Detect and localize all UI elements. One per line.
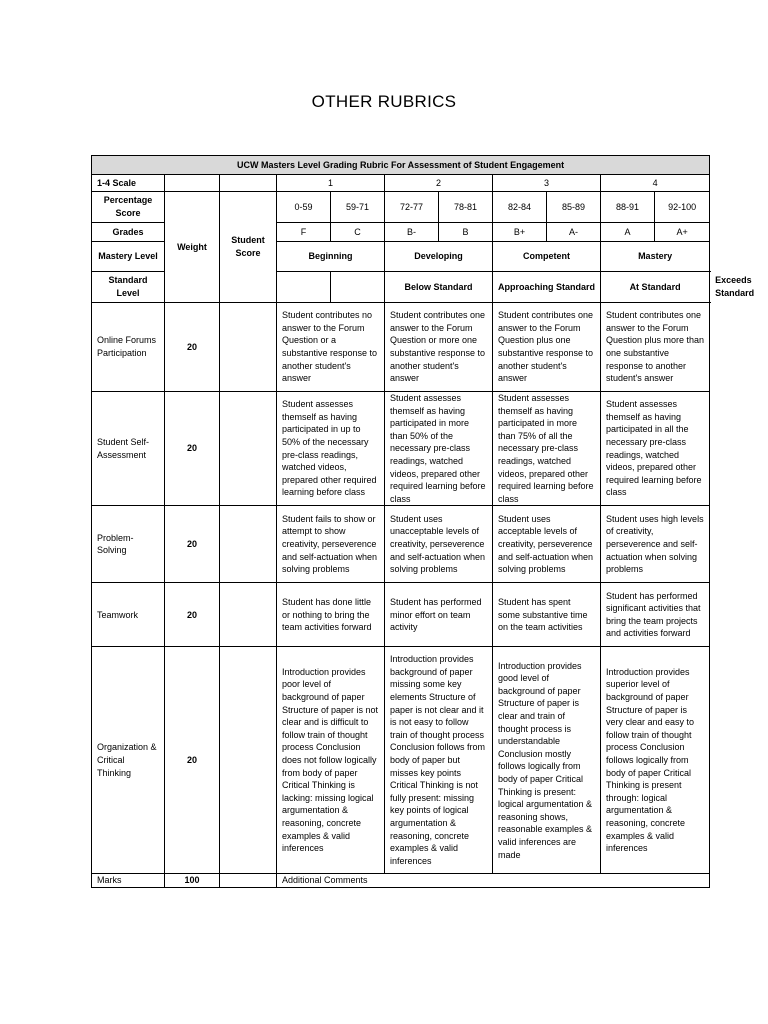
scale-label: 1-4 Scale xyxy=(92,175,165,192)
percentage-range: 92-100 xyxy=(655,192,710,223)
table-title: UCW Masters Level Grading Rubric For Assessment of Student Engagement xyxy=(92,156,710,175)
criterion-descriptor: Student assesses themself as having participated in more than 50% of the necessary pre-class readings, watched videos, prepared other required learning before class xyxy=(385,392,493,506)
scale-blank-cell xyxy=(220,175,277,192)
criterion-weight: 20 xyxy=(165,506,220,583)
criterion-row xyxy=(92,647,710,874)
criterion-name: Organization & Critical Thinking xyxy=(92,647,165,874)
standard-label: Standard Level xyxy=(92,272,165,303)
criterion-row xyxy=(92,506,710,583)
student-score-cell xyxy=(220,647,277,874)
scale-row xyxy=(92,175,710,192)
criterion-descriptor: Student has done little or nothing to bring the team activities forward xyxy=(277,583,385,647)
additional-comments: Additional Comments xyxy=(277,874,710,888)
criterion-row xyxy=(92,303,710,392)
criterion-descriptor: Student has performed minor effort on team activity xyxy=(385,583,493,647)
percentage-row xyxy=(92,192,710,223)
standard-level: Below Standard xyxy=(385,272,493,303)
criterion-weight: 20 xyxy=(165,647,220,874)
weight-label: Weight xyxy=(165,192,220,303)
criterion-descriptor: Student assesses themself as having participated in all the necessary pre-class readings, watched videos, prepared other required learning before class xyxy=(601,392,710,506)
criterion-descriptor: Student contributes one answer to the Forum Question or more one substantive response to another student's answer xyxy=(385,303,493,392)
criterion-descriptor: Student uses high levels of creativity, perseverence and self-actuation when solving problems xyxy=(601,506,710,583)
criterion-row xyxy=(92,392,710,506)
percentage-range: 82-84 xyxy=(493,192,547,223)
criterion-descriptor: Student assesses themself as having participated in up to 50% of the necessary pre-class readings, watched videos, prepared other required learning before class xyxy=(277,392,385,506)
scale-blank-cell xyxy=(165,175,220,192)
percentage-range: 78-81 xyxy=(439,192,493,223)
mastery-label: Mastery Level xyxy=(92,242,165,272)
grade-value: F xyxy=(277,223,331,242)
table-title-row xyxy=(92,156,710,175)
criterion-name: Student Self-Assessment xyxy=(92,392,165,506)
criterion-descriptor: Introduction provides poor level of background of paper Structure of paper is not clear and is difficult to follow train of thought process Conclusion does not follow logically from body of paper Critical Thinking is lacking: missing logical argumentation & reasoning, concrete examples & valid inferences xyxy=(277,647,385,874)
criterion-descriptor: Introduction provides background of paper missing some key elements Structure of paper is not clear and it is not easy to follow train of thought process Conclusion follows from body of paper but misses key points Critical Thinking is not fully present: missing key points of logical argumentation & reasoning, concrete examples & valid inferences xyxy=(385,647,493,874)
criterion-weight: 20 xyxy=(165,392,220,506)
criterion-name: Problem-Solving xyxy=(92,506,165,583)
marks-row xyxy=(92,874,710,888)
marks-total: 100 xyxy=(165,874,220,888)
scale-value: 1 xyxy=(277,175,385,192)
mastery-level: Competent xyxy=(493,242,601,272)
scale-value: 2 xyxy=(385,175,493,192)
standard-blank-cell xyxy=(277,272,331,303)
rubric-table xyxy=(91,155,755,888)
criterion-descriptor: Introduction provides superior level of background of paper Structure of paper is very clear and easy to follow train of thought process Conclusion follows logically from body of paper Critical Thinking is present through: logical argumentation & reasoning, concrete examples & valid inferences xyxy=(601,647,710,874)
grade-value: C xyxy=(331,223,385,242)
standard-blank-cell xyxy=(331,272,385,303)
mastery-level: Mastery xyxy=(601,242,710,272)
percentage-range: 59-71 xyxy=(331,192,385,223)
student-score-cell xyxy=(220,303,277,392)
criterion-descriptor: Student contributes one answer to the Forum Question plus more than one substantive response to another student's answer xyxy=(601,303,710,392)
scale-value: 3 xyxy=(493,175,601,192)
standard-level: Approaching Standard xyxy=(493,272,601,303)
grade-value: B+ xyxy=(493,223,547,242)
student-score-label: Student Score xyxy=(220,192,277,303)
student-score-cell xyxy=(220,506,277,583)
mastery-level: Beginning xyxy=(277,242,385,272)
grades-label: Grades xyxy=(92,223,165,242)
criterion-descriptor: Student fails to show or attempt to show creativity, perseverence and self-actuation when solving problems xyxy=(277,506,385,583)
grade-value: A+ xyxy=(655,223,710,242)
criterion-weight: 20 xyxy=(165,583,220,647)
criterion-descriptor: Student contributes no answer to the Forum Question or a substantive response to another student's answer xyxy=(277,303,385,392)
student-score-cell xyxy=(220,583,277,647)
criterion-descriptor: Student uses acceptable levels of creativity, perseverence and self-actuation when solving problems xyxy=(493,506,601,583)
percentage-range: 0-59 xyxy=(277,192,331,223)
grade-value: A- xyxy=(547,223,601,242)
percentage-range: 72-77 xyxy=(385,192,439,223)
criterion-row xyxy=(92,583,710,647)
grade-value: B xyxy=(439,223,493,242)
grade-value: B- xyxy=(385,223,439,242)
mastery-level: Developing xyxy=(385,242,493,272)
standard-level: At Standard xyxy=(601,272,710,303)
criterion-descriptor: Student contributes one answer to the Forum Question plus one substantive response to another student's answer xyxy=(493,303,601,392)
criterion-descriptor: Student has spent some substantive time on the team activities xyxy=(493,583,601,647)
percentage-range: 88-91 xyxy=(601,192,655,223)
percentage-label: Percentage Score xyxy=(92,192,165,223)
criterion-descriptor: Student has performed significant activities that bring the team projects and activities forward xyxy=(601,583,710,647)
marks-label: Marks xyxy=(92,874,165,888)
student-score-cell xyxy=(220,392,277,506)
criterion-name: Teamwork xyxy=(92,583,165,647)
criterion-descriptor: Student assesses themself as having participated in more than 75% of all the necessary pre-class readings, watched videos, prepared other required learning before class xyxy=(493,392,601,506)
standard-row: Standard Level Below Standard Approaching Standard At Standard Exceeds Standard xyxy=(92,272,710,303)
criterion-weight: 20 xyxy=(165,303,220,392)
percentage-range: 85-89 xyxy=(547,192,601,223)
criterion-name: Online Forums Participation xyxy=(92,303,165,392)
grade-value: A xyxy=(601,223,655,242)
criterion-descriptor: Introduction provides good level of background of paper Structure of paper is clear and train of thought process is understandable Conclusion mostly follows logically from body of paper Critical Thinking is present: logical argumentation & reasoning shows, reasonable examples & valid inferences are made xyxy=(493,647,601,874)
marks-score-cell xyxy=(220,874,277,888)
criterion-descriptor: Student uses unacceptable levels of creativity, perseverence and self-actuation when solving problems xyxy=(385,506,493,583)
scale-value: 4 xyxy=(601,175,710,192)
page-title: OTHER RUBRICS xyxy=(311,92,457,111)
